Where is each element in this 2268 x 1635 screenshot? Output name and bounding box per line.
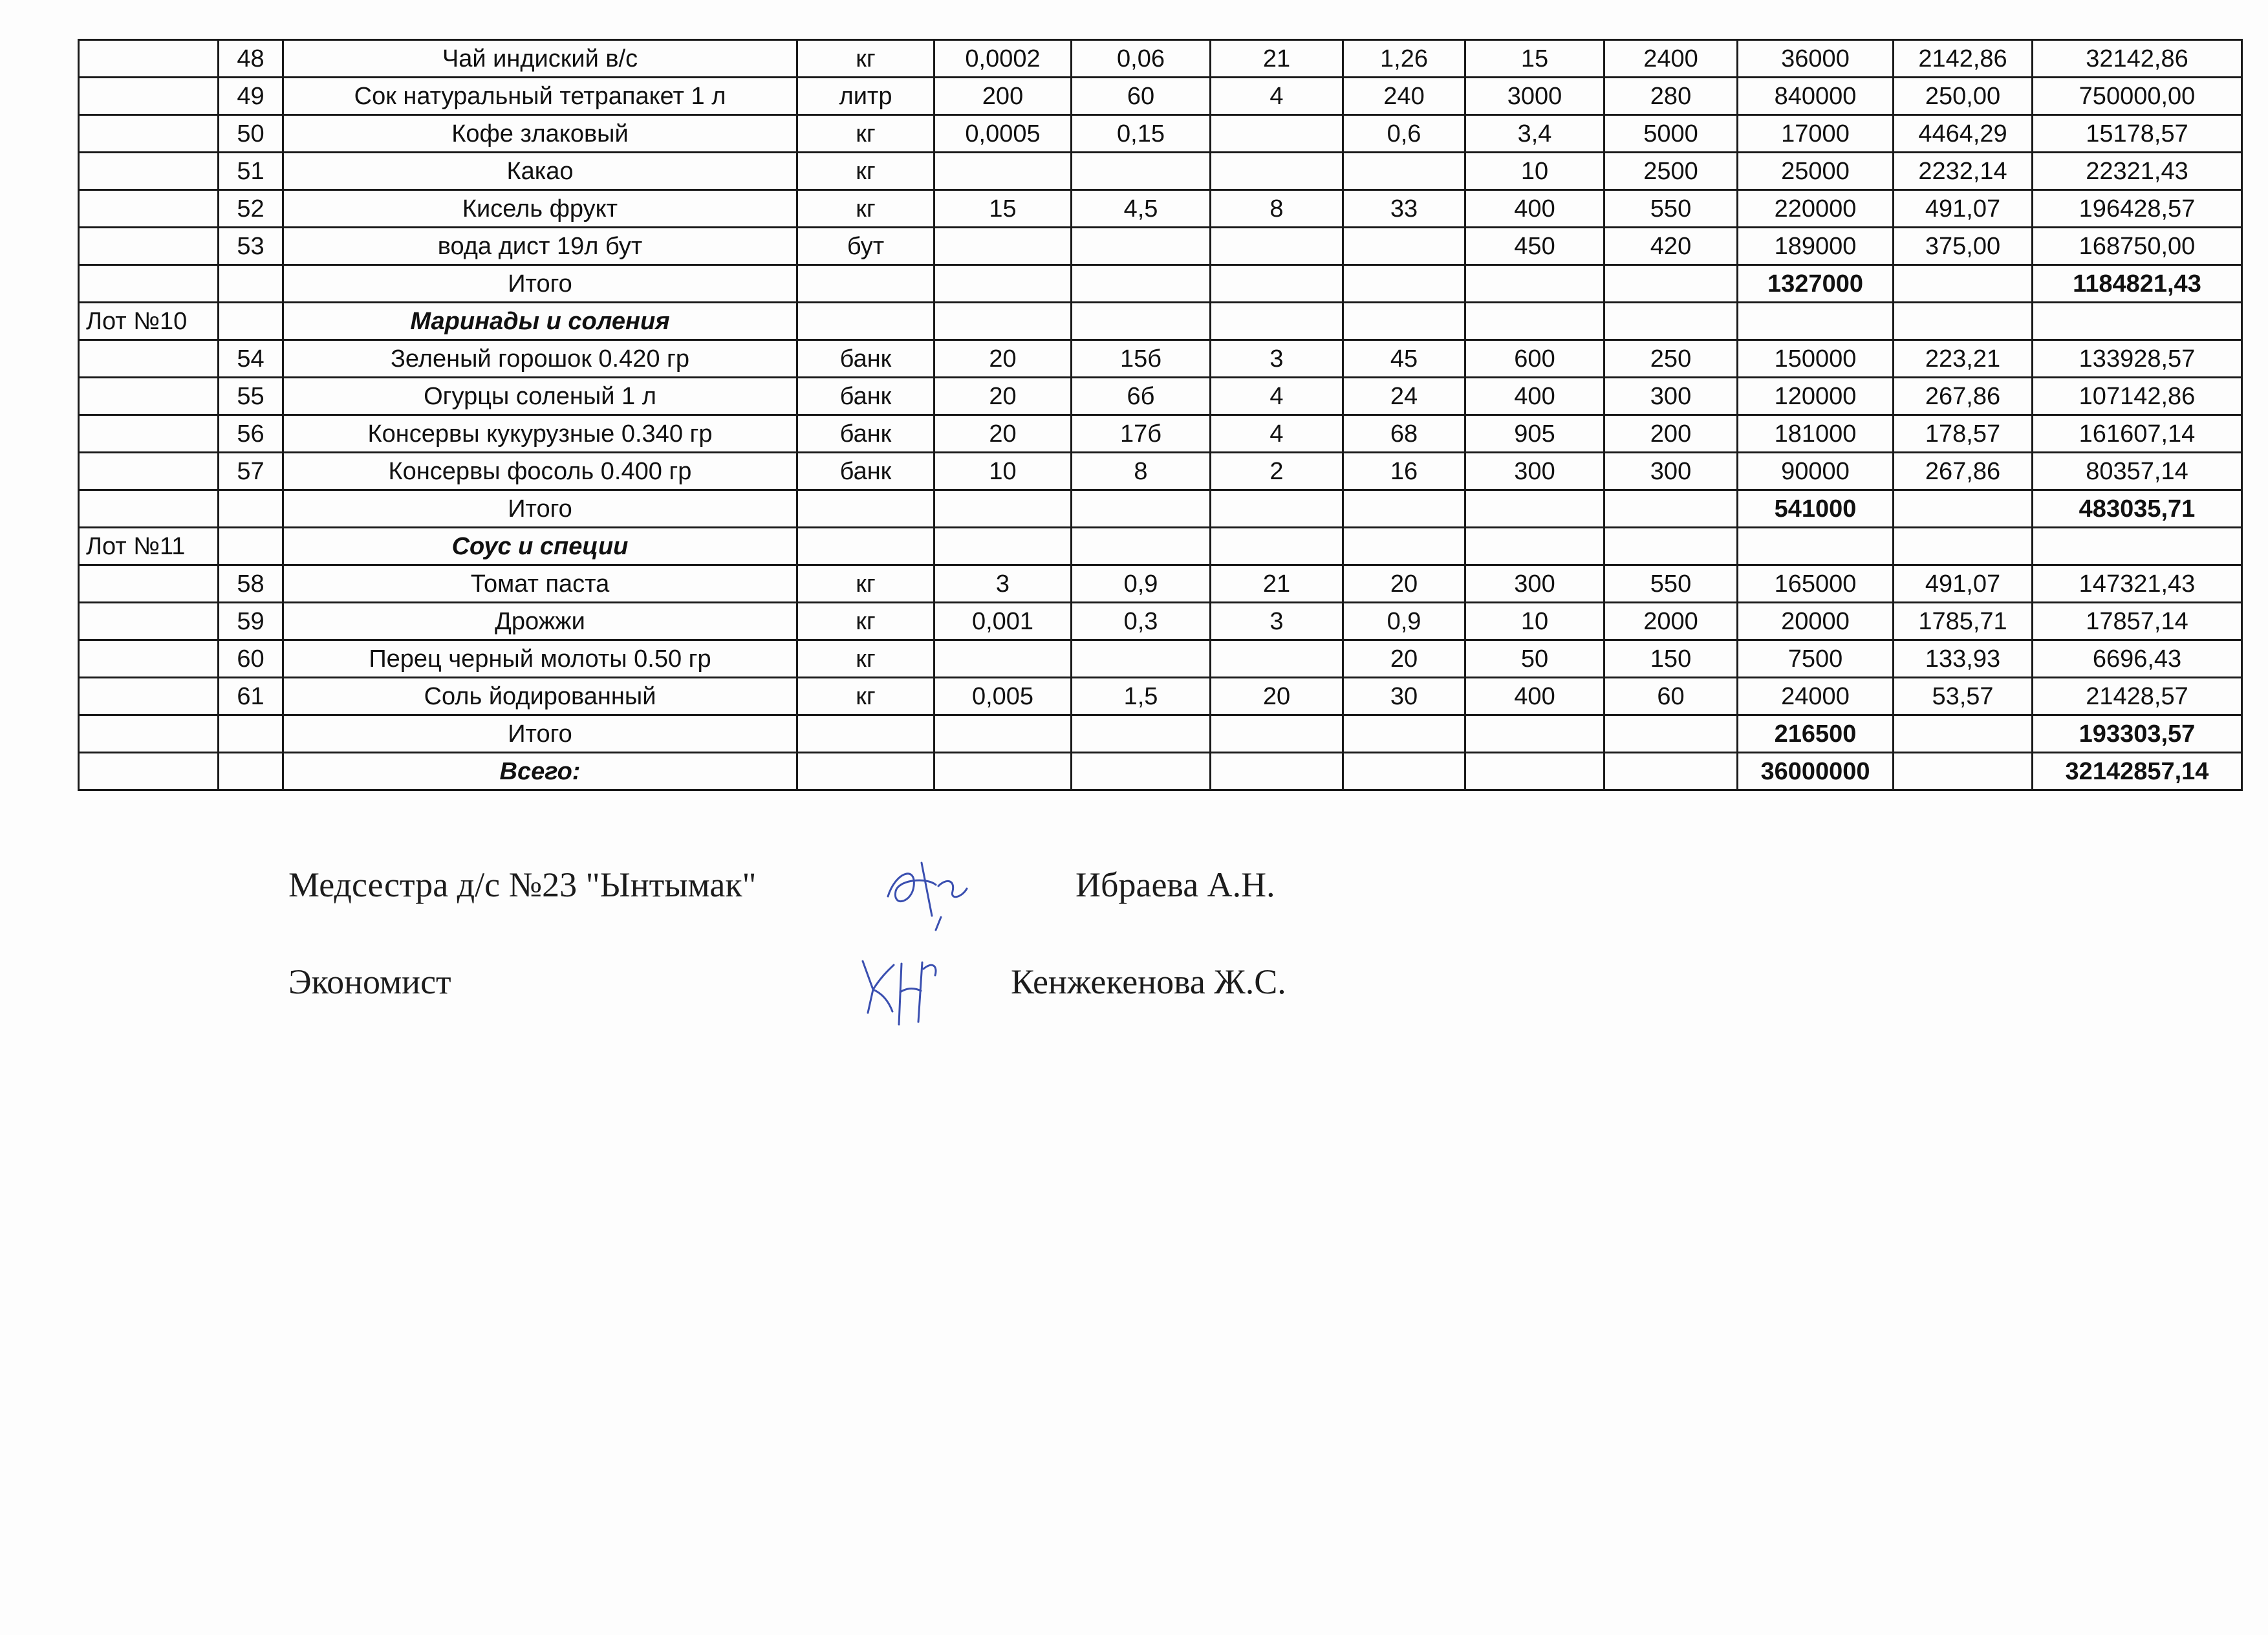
lot-header-row — [79, 303, 2242, 340]
col3-cell — [1211, 715, 1343, 753]
col5-cell: 10 — [1465, 603, 1604, 640]
name-cell: Консервы кукурузные 0.340 гр — [283, 415, 797, 453]
table-row — [79, 378, 2242, 415]
number-cell: 60 — [219, 640, 283, 678]
lot-cell — [79, 78, 219, 115]
name-cell: Огурцы соленый 1 л — [283, 378, 797, 415]
col3-cell — [1211, 753, 1343, 790]
col1-cell — [934, 228, 1072, 265]
number-cell: 61 — [219, 678, 283, 715]
col2-cell: 0,9 — [1072, 565, 1211, 603]
name-cell: Консервы фосоль 0.400 гр — [283, 453, 797, 490]
col9-cell: 147321,43 — [2033, 565, 2242, 603]
col8-cell: 375,00 — [1894, 228, 2033, 265]
col9-cell: 133928,57 — [2033, 340, 2242, 378]
col2-cell — [1072, 490, 1211, 528]
col4-cell: 20 — [1343, 565, 1465, 603]
col3-cell: 20 — [1211, 678, 1343, 715]
name-cell: Итого — [283, 265, 797, 303]
col8-cell: 250,00 — [1894, 78, 2033, 115]
number-cell: 53 — [219, 228, 283, 265]
col5-cell: 300 — [1465, 453, 1604, 490]
col8-cell: 491,07 — [1894, 190, 2033, 228]
table-row — [79, 678, 2242, 715]
nurse-signature — [876, 846, 980, 937]
col9-cell: 483035,71 — [2033, 490, 2242, 528]
col7-cell: 7500 — [1738, 640, 1894, 678]
unit-cell: банк — [797, 453, 934, 490]
col8-cell — [1894, 265, 2033, 303]
col9-cell: 161607,14 — [2033, 415, 2242, 453]
col9-cell: 32142857,14 — [2033, 753, 2242, 790]
col3-cell — [1211, 640, 1343, 678]
col8-cell: 1785,71 — [1894, 603, 2033, 640]
col8-cell: 223,21 — [1894, 340, 2033, 378]
col9-cell: 107142,86 — [2033, 378, 2242, 415]
col7-cell: 36000 — [1738, 40, 1894, 78]
col7-cell — [1738, 303, 1894, 340]
col6-cell: 2000 — [1604, 603, 1738, 640]
col7-cell: 189000 — [1738, 228, 1894, 265]
table-row — [79, 340, 2242, 378]
col9-cell: 21428,57 — [2033, 678, 2242, 715]
col7-cell: 216500 — [1738, 715, 1894, 753]
lot-cell — [79, 415, 219, 453]
col7-cell: 220000 — [1738, 190, 1894, 228]
subtotal-row — [79, 265, 2242, 303]
col8-cell — [1894, 528, 2033, 565]
col3-cell — [1211, 115, 1343, 153]
col9-cell — [2033, 528, 2242, 565]
col4-cell: 0,6 — [1343, 115, 1465, 153]
col1-cell: 0,0005 — [934, 115, 1072, 153]
col7-cell: 17000 — [1738, 115, 1894, 153]
col7-cell: 150000 — [1738, 340, 1894, 378]
col6-cell: 280 — [1604, 78, 1738, 115]
unit-cell — [797, 528, 934, 565]
procurement-table — [78, 39, 2243, 791]
col4-cell — [1343, 153, 1465, 190]
col1-cell: 20 — [934, 378, 1072, 415]
col4-cell — [1343, 753, 1465, 790]
col4-cell: 30 — [1343, 678, 1465, 715]
name-cell: Сок натуральный тетрапакет 1 л — [283, 78, 797, 115]
subtotal-row — [79, 715, 2242, 753]
col8-cell: 491,07 — [1894, 565, 2033, 603]
name-cell: Кисель фрукт — [283, 190, 797, 228]
col2-cell: 60 — [1072, 78, 1211, 115]
lot-cell — [79, 228, 219, 265]
col6-cell: 550 — [1604, 190, 1738, 228]
col4-cell: 0,9 — [1343, 603, 1465, 640]
col4-cell — [1343, 228, 1465, 265]
lot-cell — [79, 153, 219, 190]
col6-cell — [1604, 490, 1738, 528]
col4-cell: 1,26 — [1343, 40, 1465, 78]
col2-cell — [1072, 753, 1211, 790]
unit-cell: кг — [797, 565, 934, 603]
col1-cell: 10 — [934, 453, 1072, 490]
col3-cell — [1211, 228, 1343, 265]
col6-cell: 300 — [1604, 453, 1738, 490]
col3-cell — [1211, 265, 1343, 303]
col3-cell: 21 — [1211, 565, 1343, 603]
col2-cell: 0,3 — [1072, 603, 1211, 640]
col6-cell: 60 — [1604, 678, 1738, 715]
col2-cell: 15б — [1072, 340, 1211, 378]
col8-cell: 178,57 — [1894, 415, 2033, 453]
col6-cell: 200 — [1604, 415, 1738, 453]
col9-cell: 750000,00 — [2033, 78, 2242, 115]
number-cell: 56 — [219, 415, 283, 453]
col5-cell — [1465, 753, 1604, 790]
col4-cell: 20 — [1343, 640, 1465, 678]
unit-cell — [797, 715, 934, 753]
col5-cell — [1465, 490, 1604, 528]
lot-cell — [79, 678, 219, 715]
nurse-name: Ибраева А.Н. — [1075, 865, 1275, 904]
col9-cell: 193303,57 — [2033, 715, 2242, 753]
col2-cell: 0,15 — [1072, 115, 1211, 153]
number-cell: 57 — [219, 453, 283, 490]
col5-cell: 400 — [1465, 678, 1604, 715]
col8-cell: 2142,86 — [1894, 40, 2033, 78]
col2-cell: 8 — [1072, 453, 1211, 490]
col9-cell: 1184821,43 — [2033, 265, 2242, 303]
col2-cell — [1072, 153, 1211, 190]
col7-cell: 36000000 — [1738, 753, 1894, 790]
col1-cell — [934, 153, 1072, 190]
unit-cell: кг — [797, 678, 934, 715]
col7-cell: 24000 — [1738, 678, 1894, 715]
col7-cell: 181000 — [1738, 415, 1894, 453]
col3-cell — [1211, 490, 1343, 528]
lot-header-row — [79, 528, 2242, 565]
number-cell — [219, 528, 283, 565]
col7-cell: 165000 — [1738, 565, 1894, 603]
col6-cell — [1604, 753, 1738, 790]
col4-cell: 68 — [1343, 415, 1465, 453]
unit-cell — [797, 753, 934, 790]
number-cell: 54 — [219, 340, 283, 378]
col9-cell: 22321,43 — [2033, 153, 2242, 190]
unit-cell: кг — [797, 40, 934, 78]
col6-cell — [1604, 303, 1738, 340]
col4-cell — [1343, 528, 1465, 565]
unit-cell — [797, 303, 934, 340]
name-cell: Кофе злаковый — [283, 115, 797, 153]
col9-cell — [2033, 303, 2242, 340]
name-cell: Томат паста — [283, 565, 797, 603]
name-cell: Итого — [283, 490, 797, 528]
col1-cell — [934, 528, 1072, 565]
unit-cell: банк — [797, 340, 934, 378]
unit-cell — [797, 490, 934, 528]
col9-cell: 15178,57 — [2033, 115, 2242, 153]
number-cell — [219, 753, 283, 790]
col3-cell: 8 — [1211, 190, 1343, 228]
unit-cell: кг — [797, 153, 934, 190]
col6-cell: 300 — [1604, 378, 1738, 415]
col4-cell: 16 — [1343, 453, 1465, 490]
col1-cell: 15 — [934, 190, 1072, 228]
table-row — [79, 228, 2242, 265]
col9-cell: 196428,57 — [2033, 190, 2242, 228]
col2-cell — [1072, 528, 1211, 565]
col6-cell: 250 — [1604, 340, 1738, 378]
number-cell — [219, 265, 283, 303]
col2-cell: 17б — [1072, 415, 1211, 453]
col1-cell: 0,0002 — [934, 40, 1072, 78]
col6-cell: 150 — [1604, 640, 1738, 678]
col9-cell: 6696,43 — [2033, 640, 2242, 678]
table-row — [79, 640, 2242, 678]
lot-cell — [79, 40, 219, 78]
col8-cell — [1894, 490, 2033, 528]
col4-cell — [1343, 715, 1465, 753]
number-cell: 51 — [219, 153, 283, 190]
col1-cell: 200 — [934, 78, 1072, 115]
col6-cell — [1604, 715, 1738, 753]
lot-cell — [79, 190, 219, 228]
col8-cell: 267,86 — [1894, 453, 2033, 490]
col1-cell — [934, 753, 1072, 790]
col5-cell: 3000 — [1465, 78, 1604, 115]
lot-cell — [79, 378, 219, 415]
col7-cell: 20000 — [1738, 603, 1894, 640]
number-cell — [219, 715, 283, 753]
col5-cell: 400 — [1465, 378, 1604, 415]
col8-cell — [1894, 303, 2033, 340]
unit-cell: кг — [797, 190, 934, 228]
col5-cell: 10 — [1465, 153, 1604, 190]
lot-cell — [79, 603, 219, 640]
col1-cell — [934, 265, 1072, 303]
number-cell: 52 — [219, 190, 283, 228]
table-row — [79, 78, 2242, 115]
col8-cell — [1894, 715, 2033, 753]
table-body — [79, 40, 2242, 790]
col6-cell: 550 — [1604, 565, 1738, 603]
col3-cell: 3 — [1211, 340, 1343, 378]
name-cell: Дрожжи — [283, 603, 797, 640]
name-cell: Перец черный молоты 0.50 гр — [283, 640, 797, 678]
name-cell: Маринады и соления — [283, 303, 797, 340]
col6-cell — [1604, 265, 1738, 303]
number-cell: 55 — [219, 378, 283, 415]
col1-cell — [934, 490, 1072, 528]
unit-cell — [797, 265, 934, 303]
col8-cell: 133,93 — [1894, 640, 2033, 678]
number-cell: 50 — [219, 115, 283, 153]
table-row — [79, 565, 2242, 603]
col1-cell: 20 — [934, 340, 1072, 378]
col5-cell: 600 — [1465, 340, 1604, 378]
number-cell — [219, 490, 283, 528]
col9-cell: 168750,00 — [2033, 228, 2242, 265]
name-cell: вода дист 19л бут — [283, 228, 797, 265]
table-row — [79, 603, 2242, 640]
col4-cell — [1343, 303, 1465, 340]
number-cell: 58 — [219, 565, 283, 603]
col3-cell: 2 — [1211, 453, 1343, 490]
lot-cell — [79, 490, 219, 528]
col8-cell: 267,86 — [1894, 378, 2033, 415]
col3-cell: 4 — [1211, 378, 1343, 415]
lot-cell — [79, 340, 219, 378]
lot-cell — [79, 115, 219, 153]
col1-cell — [934, 303, 1072, 340]
lot-cell: Лот №11 — [79, 528, 219, 565]
col9-cell: 80357,14 — [2033, 453, 2242, 490]
table-row — [79, 453, 2242, 490]
col3-cell: 21 — [1211, 40, 1343, 78]
col1-cell — [934, 715, 1072, 753]
col1-cell: 20 — [934, 415, 1072, 453]
col3-cell: 3 — [1211, 603, 1343, 640]
col1-cell: 0,005 — [934, 678, 1072, 715]
table-row — [79, 415, 2242, 453]
col2-cell — [1072, 303, 1211, 340]
economist-name: Кенжекенова Ж.С. — [1011, 962, 1286, 1001]
subtotal-row — [79, 490, 2242, 528]
col8-cell — [1894, 753, 2033, 790]
name-cell: Соус и специи — [283, 528, 797, 565]
economist-role: Экономист — [288, 962, 451, 1001]
table-row — [79, 190, 2242, 228]
col2-cell — [1072, 715, 1211, 753]
unit-cell: кг — [797, 603, 934, 640]
col9-cell: 32142,86 — [2033, 40, 2242, 78]
col3-cell — [1211, 153, 1343, 190]
col2-cell — [1072, 228, 1211, 265]
name-cell: Соль йодированный — [283, 678, 797, 715]
unit-cell: кг — [797, 115, 934, 153]
col4-cell: 33 — [1343, 190, 1465, 228]
col6-cell — [1604, 528, 1738, 565]
col2-cell — [1072, 640, 1211, 678]
col7-cell: 541000 — [1738, 490, 1894, 528]
col1-cell: 0,001 — [934, 603, 1072, 640]
col5-cell — [1465, 265, 1604, 303]
number-cell: 59 — [219, 603, 283, 640]
col4-cell — [1343, 490, 1465, 528]
col5-cell: 15 — [1465, 40, 1604, 78]
col2-cell: 6б — [1072, 378, 1211, 415]
lot-cell — [79, 265, 219, 303]
col1-cell: 3 — [934, 565, 1072, 603]
unit-cell: бут — [797, 228, 934, 265]
lot-cell — [79, 565, 219, 603]
number-cell: 49 — [219, 78, 283, 115]
col5-cell — [1465, 715, 1604, 753]
col5-cell: 300 — [1465, 565, 1604, 603]
col3-cell — [1211, 528, 1343, 565]
col7-cell: 90000 — [1738, 453, 1894, 490]
col7-cell: 25000 — [1738, 153, 1894, 190]
col3-cell — [1211, 303, 1343, 340]
name-cell: Итого — [283, 715, 797, 753]
table-row — [79, 115, 2242, 153]
unit-cell: банк — [797, 415, 934, 453]
col8-cell: 2232,14 — [1894, 153, 2033, 190]
lot-cell — [79, 640, 219, 678]
name-cell: Зеленый горошок 0.420 гр — [283, 340, 797, 378]
number-cell — [219, 303, 283, 340]
table-row — [79, 40, 2242, 78]
col1-cell — [934, 640, 1072, 678]
name-cell: Всего: — [283, 753, 797, 790]
lot-cell — [79, 753, 219, 790]
col3-cell: 4 — [1211, 78, 1343, 115]
grand-total-row — [79, 753, 2242, 790]
nurse-role: Медсестра д/с №23 "Ынтымак" — [288, 865, 757, 904]
col5-cell: 400 — [1465, 190, 1604, 228]
col7-cell: 840000 — [1738, 78, 1894, 115]
lot-cell — [79, 453, 219, 490]
unit-cell: банк — [797, 378, 934, 415]
col4-cell: 24 — [1343, 378, 1465, 415]
col6-cell: 420 — [1604, 228, 1738, 265]
col6-cell: 5000 — [1604, 115, 1738, 153]
col5-cell: 905 — [1465, 415, 1604, 453]
col7-cell: 1327000 — [1738, 265, 1894, 303]
col8-cell: 4464,29 — [1894, 115, 2033, 153]
col2-cell: 0,06 — [1072, 40, 1211, 78]
col5-cell: 450 — [1465, 228, 1604, 265]
col5-cell — [1465, 303, 1604, 340]
name-cell: Какао — [283, 153, 797, 190]
col4-cell: 45 — [1343, 340, 1465, 378]
col7-cell: 120000 — [1738, 378, 1894, 415]
col6-cell: 2500 — [1604, 153, 1738, 190]
col2-cell: 4,5 — [1072, 190, 1211, 228]
col9-cell: 17857,14 — [2033, 603, 2242, 640]
col7-cell — [1738, 528, 1894, 565]
col4-cell: 240 — [1343, 78, 1465, 115]
col5-cell: 3,4 — [1465, 115, 1604, 153]
col2-cell — [1072, 265, 1211, 303]
lot-cell — [79, 715, 219, 753]
col8-cell: 53,57 — [1894, 678, 2033, 715]
col5-cell: 50 — [1465, 640, 1604, 678]
table-row — [79, 153, 2242, 190]
number-cell: 48 — [219, 40, 283, 78]
col5-cell — [1465, 528, 1604, 565]
economist-signature — [854, 949, 944, 1034]
unit-cell: литр — [797, 78, 934, 115]
col2-cell: 1,5 — [1072, 678, 1211, 715]
col6-cell: 2400 — [1604, 40, 1738, 78]
name-cell: Чай индиский в/с — [283, 40, 797, 78]
col4-cell — [1343, 265, 1465, 303]
lot-cell: Лот №10 — [79, 303, 219, 340]
unit-cell: кг — [797, 640, 934, 678]
col3-cell: 4 — [1211, 415, 1343, 453]
